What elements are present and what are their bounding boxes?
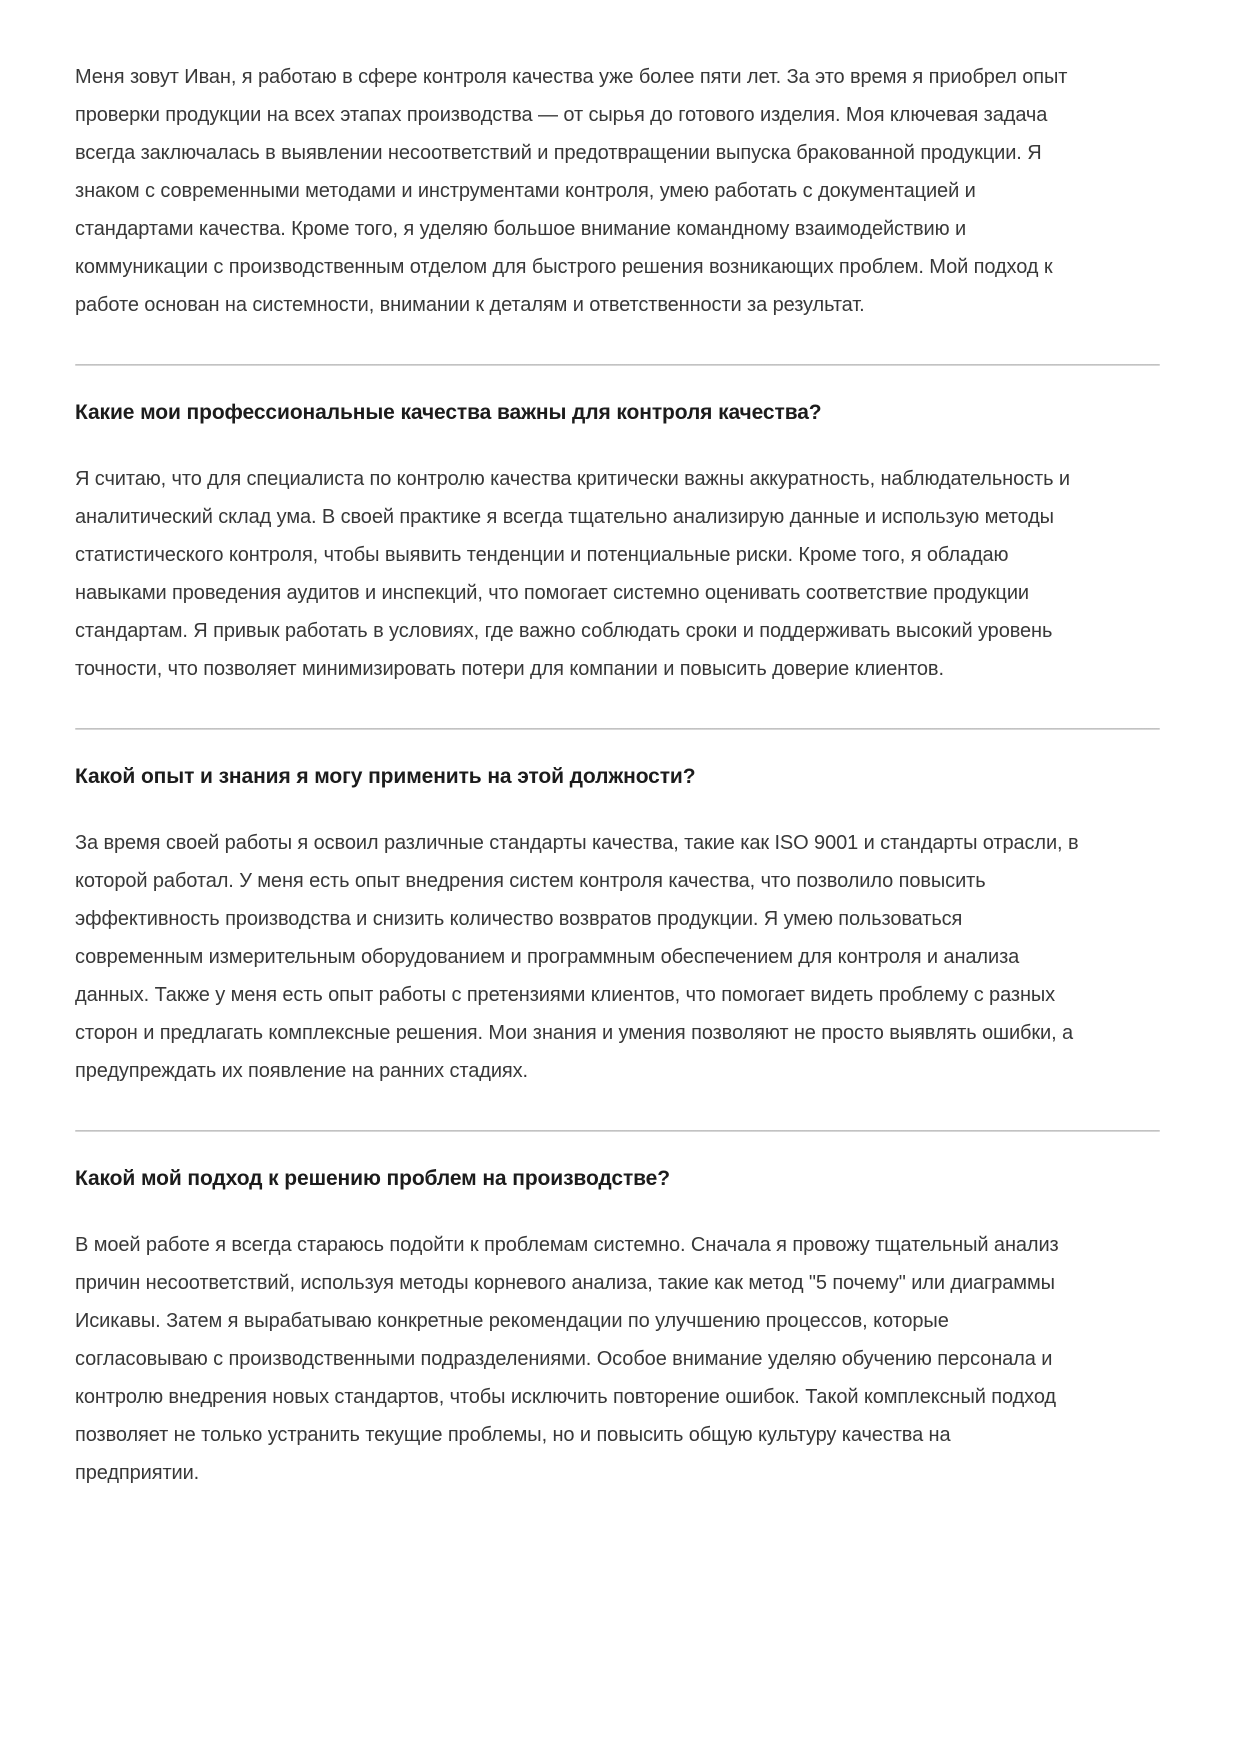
answer-paragraph-experience-knowledge: За время своей работы я освоил различные стандарты качества, такие как ISO 9001 и стандарты отрасли, в которой работал. У меня есть опыт внедрения систем контроля качества, что позволило повысить эффективность производства и снизить количество возвратов продукции. Я умею пользоваться современным измерительным оборудованием и программным обеспечением для контроля и анализа данных. Также у меня есть опыт работы с претензиями клиентов, что помогает видеть проблему с разных сторон и предлагать комплексные решения. Мои знания и умения позволяют не просто выявлять ошибки, а предупреждать их появление на ранних стадиях.: [75, 832, 1079, 1082]
section-divider: [75, 364, 1160, 366]
answer-paragraph-professional-qualities: Я считаю, что для специалиста по контролю качества критически важны аккуратность, наблюдательность и аналитический склад ума. В своей практике я всегда тщательно анализирую данные и использую методы статистического контроля, чтобы выявить тенденции и потенциальные риски. Кроме того, я обладаю навыками проведения аудитов и инспекций, что помогает системно оценивать соответствие продукции стандартам. Я привык работать в условиях, где важно соблюдать сроки и поддерживать высокий уровень точности, что позволяет минимизировать потери для компании и повысить доверие клиентов.: [75, 468, 1070, 680]
question-heading-problem-solving-approach: Какой мой подход к решению проблем на производстве?: [75, 1167, 670, 1190]
answer-paragraph-problem-solving-approach: В моей работе я всегда стараюсь подойти к проблемам системно. Сначала я провожу тщательный анализ причин несоответствий, используя методы корневого анализа, такие как метод "5 почему" или диаграммы Исикавы. Затем я вырабатываю конкретные рекомендации по улучшению процессов, которые согласовываю с производственными подразделениями. Особое внимание уделяю обучению персонала и контролю внедрения новых стандартов, чтобы исключить повторение ошибок. Такой комплексный подход позволяет не только устранить текущие проблемы, но и повысить общую культуру качества на предприятии.: [75, 1234, 1059, 1484]
section-divider: [75, 1130, 1160, 1132]
question-heading-experience-knowledge: Какой опыт и знания я могу применить на этой должности?: [75, 765, 696, 788]
question-heading-professional-qualities: Какие мои профессиональные качества важны для контроля качества?: [75, 401, 822, 424]
intro-paragraph: Меня зовут Иван, я работаю в сфере контроля качества уже более пяти лет. За это время я приобрел опыт проверки продукции на всех этапах производства — от сырья до готового изделия. Моя ключевая задача всегда заключалась в выявлении несоответствий и предотвращении выпуска бракованной продукции. Я знаком с современными методами и инструментами контроля, умею работать с документацией и стандартами качества. Кроме того, я уделяю большое внимание командному взаимодействию и коммуникации с производственным отделом для быстрого решения возникающих проблем. Мой подход к работе основан на системности, внимании к деталям и ответственности за результат.: [75, 66, 1068, 316]
section-divider: [75, 728, 1160, 730]
